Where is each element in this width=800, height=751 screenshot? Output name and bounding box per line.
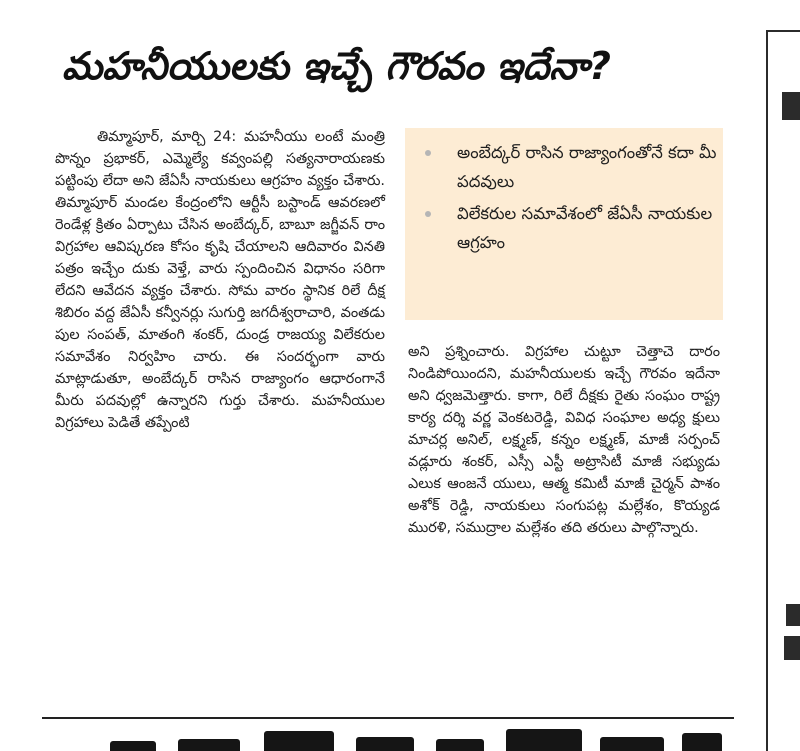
article-body-left: తిమ్మాపూర్, మార్చి 24: మహనీయు లంటే మంత్రి పొన్నం ప్రభాకర్, ఎమ్మెల్యే కవ్వంపల్లి సత్యనారాయణకు పట్టింపు లేదా అని జేఏసీ నాయకులు ఆగ్రహం వ్యక్తం చేశారు. తిమ్మాపూర్ మండల కేంద్రంలోని ఆర్టీసీ బస్టాండ్ ఆవరణలో రెండేళ్ల క్రితం ఏర్పాటు చేసిన అంబేద్కర్, బాబూ జగ్జీవన్ రాం విగ్రహాల ఆవిష్కరణ కోసం కృషి చేయాలని ఆదివారం వినతి పత్రం ఇచ్చేం దుకు వెళ్తే, వారు స్పందించిన విధానం సరిగా లేదని ఆవేదన వ్యక్తం చేశారు. సోమ వారం స్థానిక రిలే దీక్ష శిబిరం వద్ద జేఏసీ కన్వీనర్లు సుగుర్తి జగదీశ్వరాచారి, వంతడు పుల సంపత్, మాతంగి శంకర్, దుండ్ర రాజయ్య విలేకరుల సమావేశం నిర్వహిం చారు. ఈ సందర్భంగా వారు మాట్లాడుతూ, అంబేద్కర్ రాసిన రాజ్యాంగం ఆధారంగానే మీరు పదవుల్లో ఉన్నారని గుర్తు చేశారు. మహనీయుల విగ్రహాలు పెడితే తప్పేంటి (55, 129, 385, 431)
highlight-item (421, 199, 723, 257)
highlight-item (421, 138, 723, 196)
highlight-box (405, 128, 723, 320)
adjacent-column-fragment (786, 604, 800, 626)
article-body-right: అని ప్రశ్నించారు. విగ్రహాల చుట్టూ చెత్తాచె దారం నిండిపోయిందని, మహనీయులకు ఇచ్చే గౌరవం ఇదేనా అని ధ్వజమెత్తారు. కాగా, రిలే దీక్షకు రైతు సంఘం రాష్ట్ర కార్య దర్శి వర్ణ వెంకటరెడ్డి, వివిధ సంఘాల అధ్య క్షులు మాచర్ల అనిల్, లక్ష్మణ్, కన్నం లక్ష్మణ్, మాజీ సర్పంచ్ వడ్లూరు శంకర్, ఎస్సీ ఎస్టీ అట్రాసిటీ మాజీ సభ్యుడు ఎలుక ఆంజనే యులు, ఆత్మ కమిటీ మాజీ చైర్మన్ పాశం అశోక్ రెడ్డి, నాయకులు సంగుపట్ల మల్లేశం, కొయ్యడ మురళి, సముద్రాల మల్లేశం తది తరులు పాల్గొన్నారు. (408, 344, 720, 536)
article-left-column (55, 126, 385, 434)
bullet-icon (425, 150, 431, 156)
adjacent-column-fragment (782, 92, 800, 120)
article-right-column (408, 341, 720, 539)
highlight-text: విలేకరుల సమావేశంలో జేఏసీ నాయకుల ఆగ్రహం (457, 204, 713, 252)
article-headline: మహనీయులకు ఇచ్చే గౌరవం ఇదేనా? (62, 44, 611, 88)
section-divider (42, 717, 734, 719)
bullet-icon (425, 211, 431, 217)
next-article-headline-fragment (88, 727, 728, 751)
highlight-text: అంబేద్కర్ రాసిన రాజ్యాంగంతోనే కదా మీ పదవులు (457, 143, 717, 191)
adjacent-column-fragment (784, 636, 800, 660)
highlight-list (405, 128, 723, 257)
